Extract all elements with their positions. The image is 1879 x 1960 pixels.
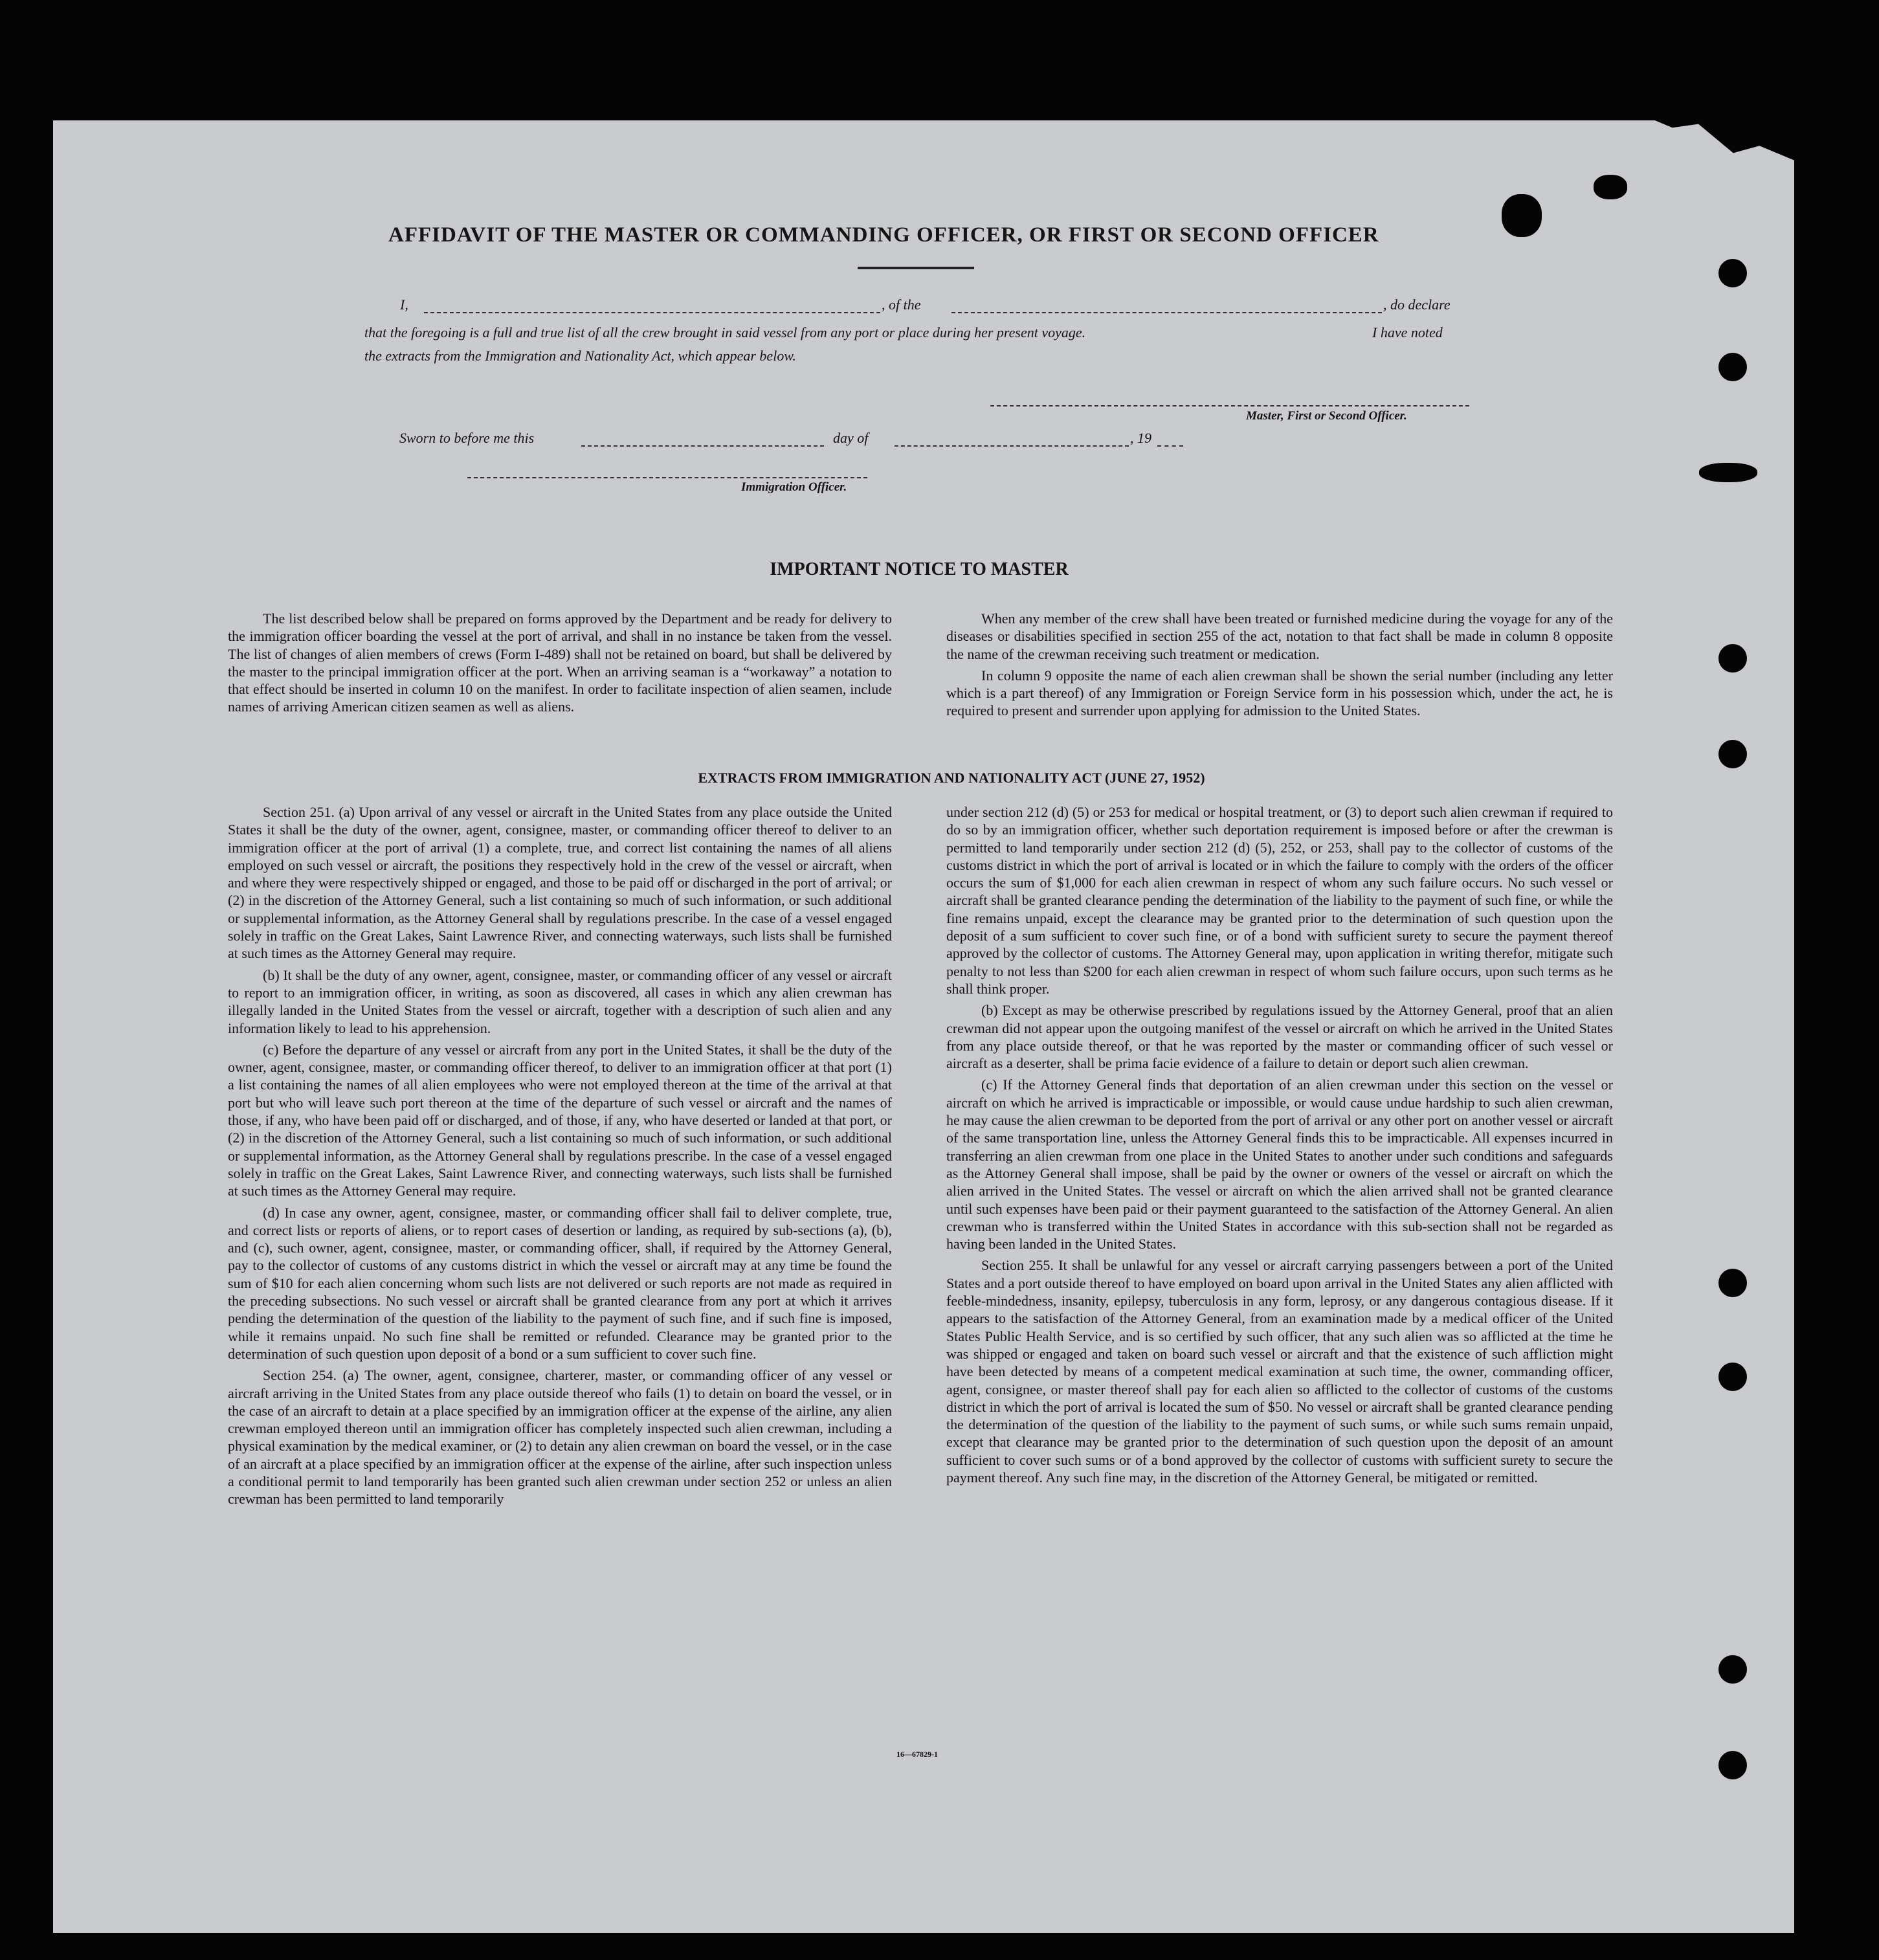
declarant-name-field[interactable] xyxy=(424,312,880,313)
section-251-c: (c) Before the departure of any vessel or aircraft from any port in the United States, it shall be the duty of the owner, agent, consignee, master, or commanding officer thereof, to deliver to an immigration officer at that port (1) a list containing the names of all alien employees who were not employed thereon at the time of the arrival at that port but who will leave such port thereon at the time of the departure of such vessel or aircraft and the names of those, if any, who have been paid off or discharged, and of those, if any, who have deserted or landed at that port, or (2) in the discretion of the Attorney General, such a list containing so much of such information, or such additional or supplemental information, as the Attorney General shall by regulations prescribe. In the case of a vessel engaged solely in traffic on the Great Lakes, Saint Lawrence River, and connecting waterways, such lists shall be furnished at such times as the Attorney General may require. xyxy=(228,1041,892,1199)
punch-hole-icon xyxy=(1718,259,1747,287)
section-254-b: (b) Except as may be otherwise prescribed by regulations issued by the Attorney General, proof that an alien crewman did not appear upon the outgoing manifest of the vessel or aircraft on which he arrived in the United States from any place outside thereof, or that he was reported by the master or commanding officer of such vessel or aircraft as a deserter, shall be prima facie evidence of a failure to detain or deport such alien crewman. xyxy=(946,1002,1613,1072)
punch-hole-icon xyxy=(1718,740,1747,768)
sworn-day-field[interactable] xyxy=(581,445,824,447)
vessel-name-field[interactable] xyxy=(951,312,1382,313)
punch-hole-icon xyxy=(1718,1269,1747,1297)
section-251-d: (d) In case any owner, agent, consignee, master, or commanding officer shall fail to deliver complete, true, and correct lists or reports of aliens, or to report cases of desertion or landing, as required by sub-sections (a), (b), and (c), such owner, agent, consignee, master, or commanding officer, shall, if required by the Attorney General, pay to the collector of customs of any customs district in which the vessel or aircraft may at any time be found the sum of $10 for each alien concerning whom such lists are not delivered or such reports are not made as required in the preceding subsections. No such vessel or aircraft shall be granted clearance from any port at which it arrives pending the determination of the question of the liability to the payment of such fine, and if such fine is imposed, while it remains unpaid. No such fine shall be remitted or refunded. Clearance may be granted prior to the determination of such question upon deposit of a bond or a sum sufficient to cover such fine. xyxy=(228,1204,892,1362)
notice-right-paragraph-2: In column 9 opposite the name of each alien crewman shall be shown the serial number (including any letter which is a part thereof) of any Immigration or Foreign Service form in his possession which, under the act, he is required to present and surrender upon applying for admission to the United States. xyxy=(946,667,1613,719)
ink-blot xyxy=(1502,194,1542,237)
master-signature-field[interactable] xyxy=(990,405,1469,406)
ink-blot xyxy=(1699,463,1757,482)
do-declare-label: , do declare xyxy=(1383,296,1451,313)
section-255: Section 255. It shall be unlawful for any vessel or aircraft carrying passengers between a port of the United States and a port outside thereof to have employed on board upon arrival in the United States any alien afflicted with feeble-mindedness, insanity, epilepsy, tuberculosis in any form, leprosy, or any dangerous contagious disease. If it appears to the satisfaction of the Attorney General, from an examination made by a medical officer of the United States Public Health Service, and is so certified by such officer, that any such alien was so afflicted at the time he was shipped or engaged and taken on board such vessel or aircraft and that the existence of such affliction might have been detected by means of a competent medical examination at such time, the owner, commanding officer, agent, consignee, or master thereof shall pay for each alien so afflicted to the collector of customs of the customs district in which the port of arrival is located the sum of $50. No vessel or aircraft shall be granted clearance pending the determination of the question of the liability to the payment of such sums, or while such sums remain unpaid, except that clearance may be granted prior to the determination of such question upon the deposit of an amount sufficient to cover such sums or of a bond approved by the collector of customs with sufficient surety to secure the payment thereof. Any such fine may, in the discretion of the Attorney General, be mitigated or remitted. xyxy=(946,1257,1613,1486)
immigration-officer-signature-field[interactable] xyxy=(467,477,867,478)
affidavit-line2-end: I have noted xyxy=(1372,324,1443,340)
extracts-right-column xyxy=(946,803,1613,1490)
notice-title: IMPORTANT NOTICE TO MASTER xyxy=(770,559,1069,579)
officer-caption: Immigration Officer. xyxy=(741,480,847,494)
notice-left-paragraph: The list described below shall be prepared on forms approved by the Department and be ready for delivery to the immigration officer boarding the vessel at the port of arrival, and shall in no instance be taken from the vessel. The list of changes of alien members of crews (Form I-489) shall not be retained on board, but shall be delivered by the master to the principal immigration officer at the port. When an arriving seaman is a “workaway” a notation to that effect should be inserted in column 10 on the manifest. In order to facilitate inspection of alien seamen, include names of arriving American citizen seamen as well as aliens. xyxy=(228,610,892,715)
extracts-title: EXTRACTS FROM IMMIGRATION AND NATIONALITY ACT (JUNE 27, 1952) xyxy=(698,770,1205,786)
section-254-a: Section 254. (a) The owner, agent, consignee, charterer, master, or commanding officer of any vessel or aircraft arriving in the United States from any place outside thereof who fails (1) to detain on board the vessel, or in the case of an aircraft to detain at a place specified by an immigration officer at the expense of the airline, any alien crewman employed thereon until an immigration officer has completely inspected such alien crewman, including a physical examination by the medical examiner, or (2) to detain any alien crewman on board the vessel, or in the case of an aircraft at a place specified by an immigration officer at the expense of the airline, after such inspection unless a conditional permit to land temporarily has been granted such alien crewman under section 252 or unless an alien crewman has been permitted to land temporarily xyxy=(228,1367,892,1508)
punch-hole-icon xyxy=(1718,353,1747,381)
affidavit-line3: the extracts from the Immigration and Nationality Act, which appear below. xyxy=(364,348,796,364)
punch-hole-icon xyxy=(1718,1751,1747,1779)
punch-hole-icon xyxy=(1718,1655,1747,1684)
notice-right-paragraph-1: When any member of the crew shall have been treated or furnished medicine during the voyage for any of the diseases or disabilities specified in section 255 of the act, notation to that fact shall be made in column 8 opposite the name of the crewman receiving such treatment or medication. xyxy=(946,610,1613,662)
section-251-b: (b) It shall be the duty of any owner, agent, consignee, master, or commanding officer of any vessel or aircraft to report to an immigration officer, in writing, as soon as discovered, all cases in which any alien crewman has illegally landed in the United States from the vessel or aircraft, together with a description of such alien and any information likely to lead to his apprehension. xyxy=(228,966,892,1036)
ink-blot xyxy=(1594,175,1627,199)
form-code: 16—67829-1 xyxy=(896,1750,938,1759)
sworn-year-field[interactable] xyxy=(1157,445,1183,447)
day-of-label: day of xyxy=(833,430,869,446)
punch-hole-icon xyxy=(1718,1363,1747,1391)
section-254-c: (c) If the Attorney General finds that deportation of an alien crewman under this section on the vessel or aircraft on which he arrived is impracticable or impossible, or would cause undue hardship to such alien crewman, he may cause the alien crewman to be deported from the port of arrival or any other port on another vessel or aircraft of the same transportation line, unless the Attorney General finds this to be impracticable. All expenses incurred in transferring an alien crewman from one place in the United States to another under such conditions and safeguards as the Attorney General shall impose, shall be paid by the owner or owners of the vessel or aircraft on which the alien arrived in the United States. The vessel or aircraft on which the alien arrived shall not be granted clearance until such expenses have been paid or their payment guaranteed to the satisfaction of the Attorney General. An alien crewman who is transferred within the United States in accordance with this sub-section shall not be regarded as having been landed in the United States. xyxy=(946,1076,1613,1253)
section-254-a-continued: under section 212 (d) (5) or 253 for medical or hospital treatment, or (3) to deport such alien crewman if required to do so by an immigration officer, whether such deportation requirement is imposed before or after the crewman is permitted to land temporarily under section 212 (d) (5), 252, or 253, shall pay to the collector of customs of the customs district in which the port of arrival is located or in which the failure to comply with the orders of the officer occurs the sum of $1,000 for each alien crewman in respect of whom any such failure occurs. No such vessel or aircraft shall be granted clearance pending the determination of the liability to the payment of such fine, or while the fine remains unpaid, except the clearance may be granted prior to the determination of such question upon the deposit of a sum sufficient to cover such fine, or of a bond with sufficient surety to secure the payment thereof approved by the collector of customs. The Attorney General may, upon application in writing therefor, mitigate such penalty to not less than $200 for each alien crewman in respect of whom such failure occurs, upon such terms as he shall think proper. xyxy=(946,804,1613,997)
affidavit-i-label: I, xyxy=(400,296,408,313)
notice-left-column xyxy=(228,610,892,720)
affidavit-line2: that the foregoing is a full and true list of all the crew brought in said vessel from any port or place during her present voyage. xyxy=(364,324,1086,340)
sworn-month-field[interactable] xyxy=(895,445,1129,447)
punch-hole-icon xyxy=(1718,644,1747,673)
section-251-a: Section 251. (a) Upon arrival of any vessel or aircraft in the United States from any place outside the United States it shall be the duty of the owner, agent, consignee, master, or commanding officer thereof to deliver to an immigration officer at the port of arrival (1) a complete, true, and correct list containing the names of all aliens employed on such vessel or aircraft, the positions they respectively hold in the crew of the vessel or aircraft, when and where they were respectively shipped or engaged, and those to be paid off or discharged in the port of arrival; or (2) in the discretion of the Attorney General, such a list containing so much of such information, or such additional or supplemental information, as the Attorney General shall by regulations prescribe. In the case of a vessel engaged solely in traffic on the Great Lakes, Saint Lawrence River, and connecting waterways, such lists shall be furnished at such times as the Attorney General may require. xyxy=(228,804,892,962)
master-caption: Master, First or Second Officer. xyxy=(1246,409,1407,423)
notice-right-column xyxy=(946,610,1613,724)
year-label: , 19 xyxy=(1130,430,1151,446)
affidavit-title: AFFIDAVIT OF THE MASTER OR COMMANDING OFFICER, OR FIRST OR SECOND OFFICER xyxy=(388,223,1379,247)
of-the-label: , of the xyxy=(882,296,921,313)
title-rule xyxy=(858,267,974,269)
sworn-label: Sworn to before me this xyxy=(399,430,535,446)
extracts-left-column xyxy=(228,803,892,1512)
